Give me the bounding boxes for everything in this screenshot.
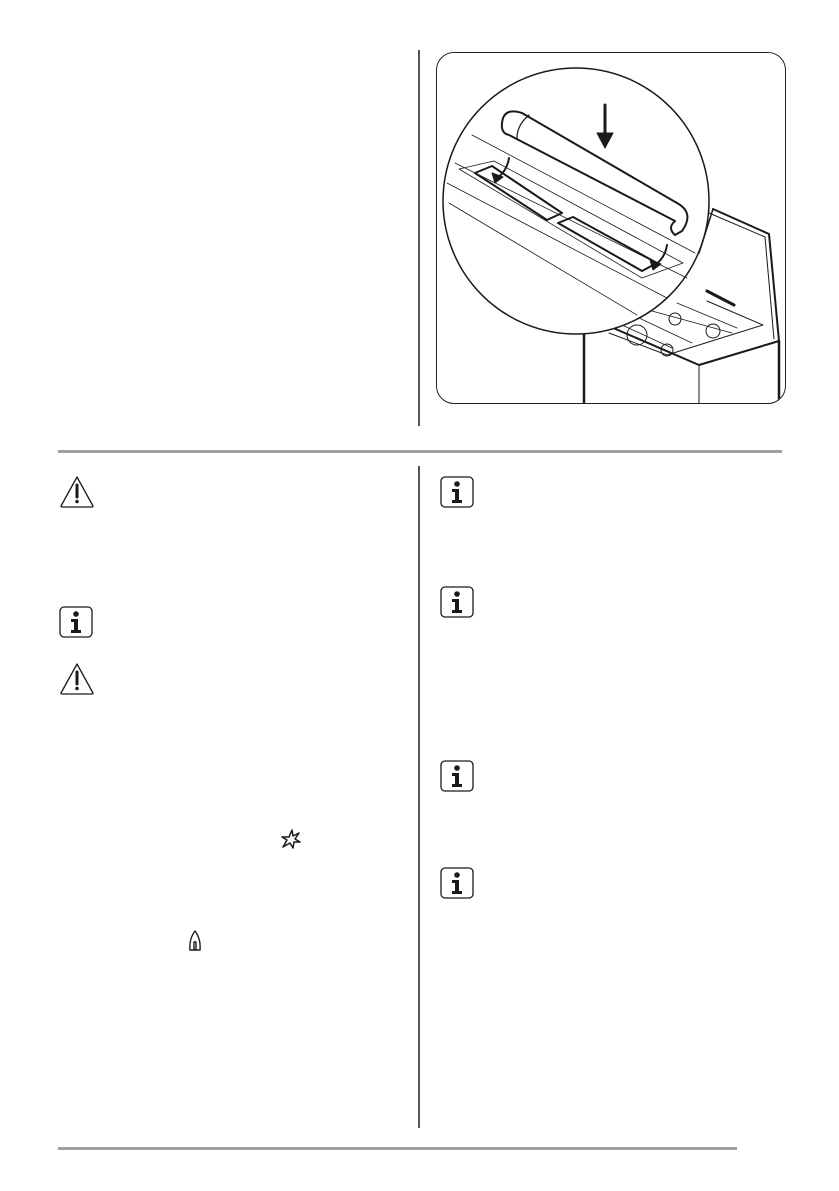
footer-rule	[58, 1147, 737, 1150]
column-divider-bottom	[418, 466, 420, 1128]
section-rule-top	[58, 450, 782, 453]
info-box-icon	[440, 476, 474, 508]
handle-installation-illustration	[436, 52, 786, 404]
column-divider-top	[418, 50, 420, 426]
warning-triangle-icon	[59, 662, 95, 696]
info-box-icon	[440, 867, 474, 899]
info-box-icon	[59, 606, 93, 638]
spark-ignition-icon	[281, 829, 301, 849]
flame-icon	[188, 930, 202, 952]
info-box-icon	[440, 586, 474, 618]
info-box-icon	[440, 760, 474, 792]
warning-triangle-icon	[59, 475, 95, 509]
